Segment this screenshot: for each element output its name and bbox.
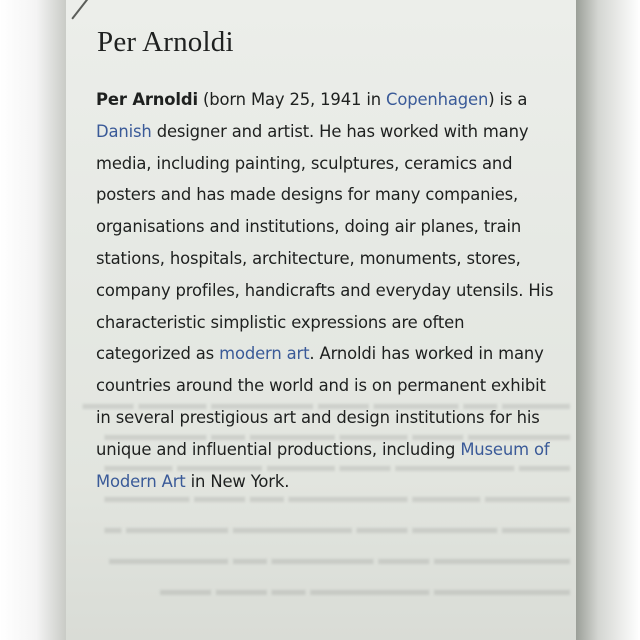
text-line [96,434,574,466]
text-line: stations, hospitals, architecture, monuments, stores, [96,248,521,268]
line-text: designer and artist. He has worked with many [151,121,529,141]
text-line: characteristic simplistic expressions are often [96,312,465,332]
printed-page [66,0,576,640]
text-line: organisations and institutions, doing air planes, train [96,217,522,237]
text-line [96,338,574,370]
text-line: media, including painting, sculptures, ceramics and [96,153,513,173]
text-line [96,116,574,148]
scratch-mark [71,0,94,20]
link-modern-art[interactable]: modern art [219,344,310,364]
link-danish[interactable]: Danish [96,121,152,141]
text-line [96,84,574,116]
article-body [96,84,574,497]
text-line [96,466,574,498]
show-through-texture: ▬▬▬▬ ▬▬ ▬▬▬▬▬ ▬▬▬ ▬▬▬▬▬▬ ▬▬▬▬ ▬▬▬ ▬▬▬▬▬▬ ▬▬▬ ▬▬▬▬ ▬▬▬▬▬ ▬▬ ▬▬▬▬▬▬ ▬▬▬ ▬▬▬▬▬▬▬ ▬▬▬ ▬▬▬▬ ▬▬▬▬▬ ▬▬▬▬ ▬▬▬▬▬ ▬▬▬▬ ▬▬▬▬▬▬▬ ▬▬ ▬▬▬ ▬▬▬▬▬ ▬▬▬▬ ▬▬▬▬▬ ▬▬▬ ▬▬▬▬▬▬▬ ▬▬▬▬▬▬ ▬ ▬▬▬▬▬▬▬▬ ▬▬▬ ▬▬▬▬▬▬ ▬▬ ▬▬▬▬▬▬▬ ▬▬▬▬▬▬▬▬ ▬▬▬▬▬▬▬ ▬▬ ▬▬▬ ▬▬▬ [82,394,570,599]
text-line: company profiles, handicrafts and everyday utensils. His [96,280,554,300]
link-copenhagen[interactable]: Copenhagen [386,90,489,109]
frame-right-edge [576,0,640,640]
text-line: countries around the world and is on permanent exhibit [96,376,546,396]
link-museum-of-modern-art-cont[interactable]: Modern Art [96,471,186,491]
line-text: . Arnoldi has worked in many [309,344,544,364]
line-text: categorized as [96,344,220,364]
lead-text-end: ) is a [488,90,528,109]
page-title: Per Arnoldi [97,26,234,58]
link-museum-of-modern-art[interactable]: Museum of [460,439,550,459]
text-line: in several prestigious art and design institutions for his [96,407,540,427]
text-line: posters and has made designs for many companies, [96,185,519,205]
line-text: in New York. [185,471,290,491]
line-text: unique and influential productions, including [96,439,461,459]
lead-name: Per Arnoldi [96,90,198,109]
frame-left-edge [0,0,66,640]
lead-text: (born May 25, 1941 in [197,90,387,109]
